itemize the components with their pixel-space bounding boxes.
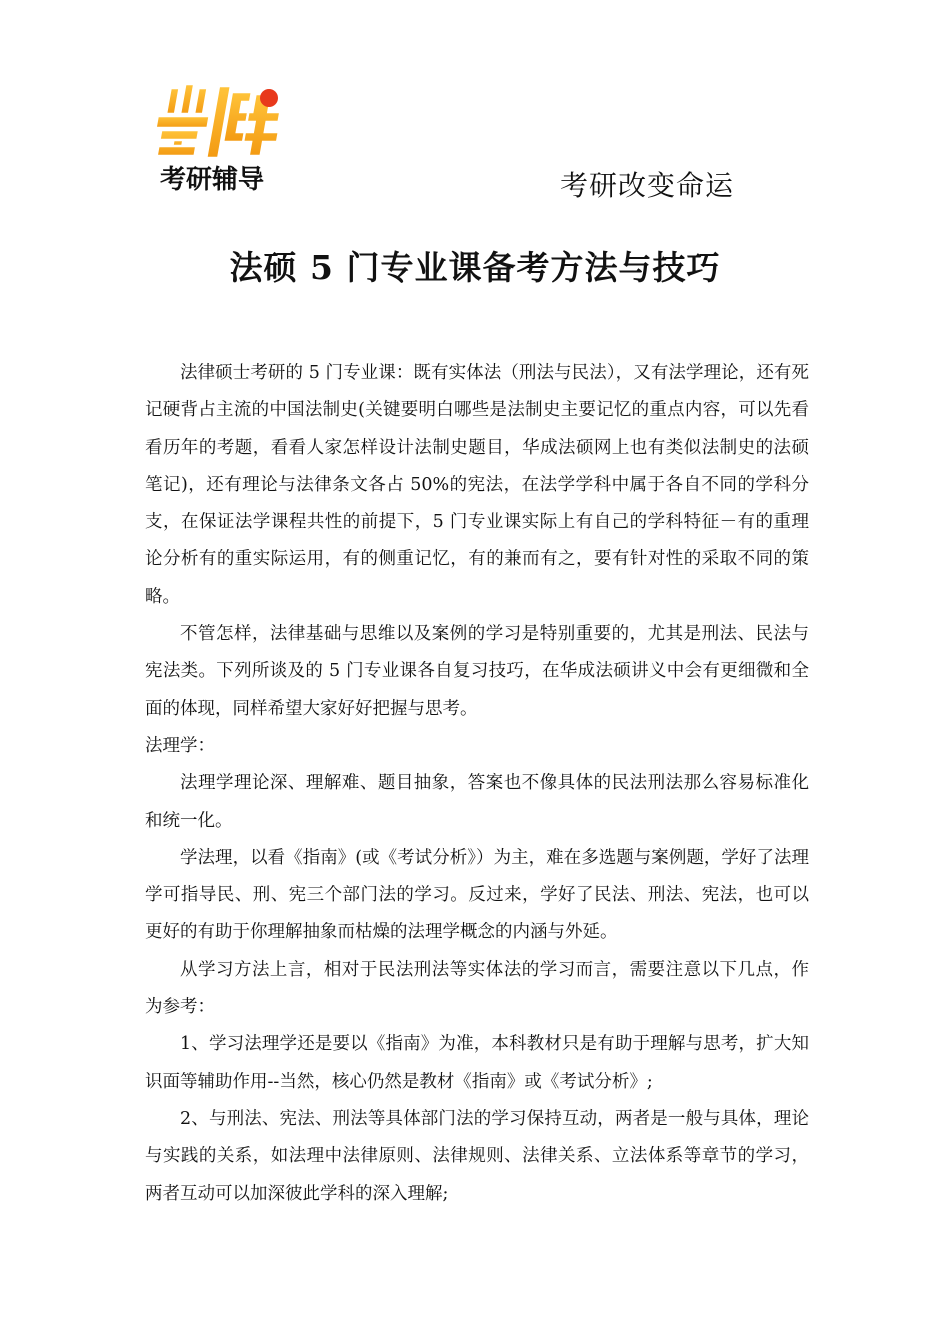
- brand-logo: [148, 80, 304, 198]
- paragraph-point-2: 2、与刑法、宪法、刑法等具体部门法的学习保持互动，两者是一般与具体，理论与实践的关系，如法理中法律原则、法律规则、法律关系、立法体系等章节的学习，两者互动可以加深彼此学科的深入理解;: [145, 1108, 809, 1204]
- logo-text: 考研辅导: [160, 165, 265, 195]
- slogan: 考研改变命运: [560, 169, 735, 202]
- document-title: 法硕 5 门专业课备考方法与技巧: [229, 248, 721, 287]
- paragraph-basics: 不管怎样，法律基础与思维以及案例的学习是特别重要的，尤其是刑法、民法与宪法类。下列所谈及的 5 门专业课各自复习技巧，在华成法硕讲义中会有更细微和全面的体现，同样希望大家好好把握与思考。: [145, 624, 809, 719]
- paragraph-method-intro: 从学习方法上言，相对于民法刑法等实体法的学习而言，需要注意以下几点，作为参考：: [145, 959, 809, 1018]
- paragraph-point-1: 1、学习法理学还是要以《指南》为准，本科教材只是有助于理解与思考，扩大知识面等辅助作用--当然，核心仍然是教材《指南》或《考试分析》;: [145, 1034, 809, 1092]
- logo-dot: [260, 89, 278, 107]
- paragraph-intro: 法律硕士考研的 5 门专业课：既有实体法（刑法与民法），又有法学理论，还有死记硬背占主流的中国法制史(关键要明白哪些是法制史主要记忆的重点内容，可以先看看历年的考题，看看人家怎样设计法制史题目，华成法硕网上也有类似法制史的法硕笔记)，还有理论与法律条文各占 50%的宪法，在法学学科中属于各自不同的学科分支，在保证法学课程共性的前提下，5 门专业课实际上有自己的学科特征－有的重理论分析有的重实际运用，有的侧重记忆，有的兼而有之，要有针对性的采取不同的策略。: [145, 363, 809, 607]
- paragraph-jurisprudence-difficulty: 法理学理论深、理解难、题目抽象，答案也不像具体的民法刑法那么容易标准化和统一化。: [145, 773, 809, 831]
- document-body: [145, 355, 809, 1213]
- logo-graphic: [148, 80, 304, 198]
- section-heading-jurisprudence: 法理学：: [145, 735, 215, 756]
- paragraph-jurisprudence-study: 学法理，以看《指南》(或《考试分析》）为主，难在多选题与案例题，学好了法理学可指导民、刑、宪三个部门法的学习。反过来，学好了民法、刑法、宪法，也可以更好的有助于你理解抽象而枯燥的法理学概念的内涵与外延。: [145, 847, 809, 943]
